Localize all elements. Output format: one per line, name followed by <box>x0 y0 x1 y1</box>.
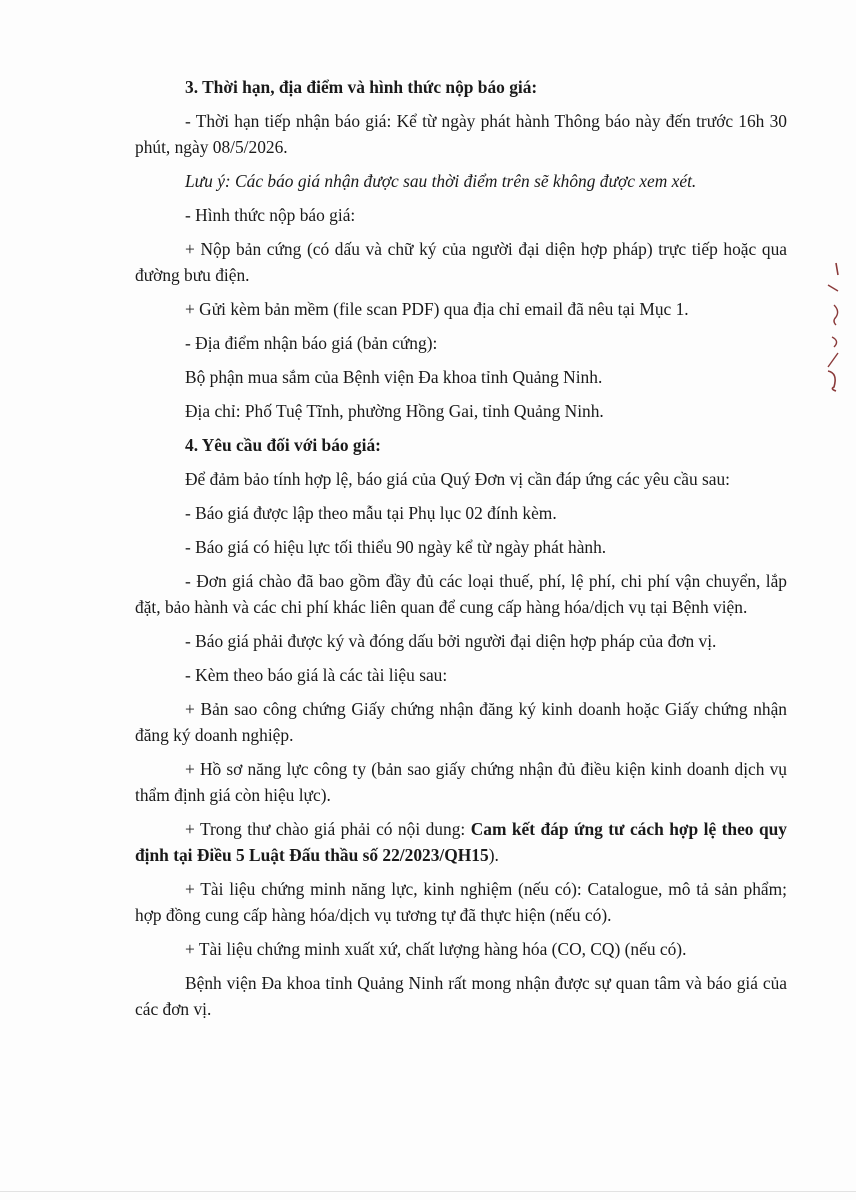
attachment-capability-paragraph: + Hồ sơ năng lực công ty (bản sao giấy chứng nhận đủ điều kiện kinh doanh dịch vụ thẩm định giá còn hiệu lực). <box>135 759 787 805</box>
document-body <box>135 74 787 1030</box>
attachments-paragraph: - Kèm theo báo giá là các tài liệu sau: <box>185 665 448 685</box>
hard-copy-paragraph: + Nộp bản cứng (có dấu và chữ ký của người đại diện hợp pháp) trực tiếp hoặc qua đường bưu điện. <box>135 239 787 285</box>
closing-paragraph: Bệnh viện Đa khoa tỉnh Quảng Ninh rất mong nhận được sự quan tâm và báo giá của các đơn vị. <box>135 973 787 1019</box>
page-edge-line <box>0 1191 856 1192</box>
requirement-signature-paragraph: - Báo giá phải được ký và đóng dấu bởi người đại diện hợp pháp của đơn vị. <box>185 631 717 651</box>
commitment-paragraph <box>135 816 787 868</box>
location-paragraph: - Địa điểm nhận báo giá (bản cứng): <box>185 333 438 353</box>
commitment-lead: + Trong thư chào giá phải có nội dung: <box>185 819 471 839</box>
commitment-tail: ). <box>488 845 499 865</box>
commitment-bold: Cam kết đáp ứng tư cách hợp lệ theo quy định tại Điều 5 Luật Đấu thầu số 22/2023/QH15 <box>135 819 787 865</box>
attachment-origin-paragraph: + Tài liệu chứng minh xuất xứ, chất lượng hàng hóa (CO, CQ) (nếu có). <box>185 939 687 959</box>
submission-form-paragraph: - Hình thức nộp báo giá: <box>185 205 356 225</box>
requirement-template-paragraph: - Báo giá được lập theo mẫu tại Phụ lục 02 đính kèm. <box>185 503 557 523</box>
deadline-paragraph: - Thời hạn tiếp nhận báo giá: Kể từ ngày phát hành Thông báo này đến trước 16h 30 phút, ngày 08/5/2026. <box>135 111 787 157</box>
section-4-heading: 4. Yêu cầu đối với báo giá: <box>185 435 381 455</box>
note-paragraph: Lưu ý: Các báo giá nhận được sau thời điểm trên sẽ không được xem xét. <box>185 171 697 191</box>
attachment-experience-paragraph: + Tài liệu chứng minh năng lực, kinh nghiệm (nếu có): Catalogue, mô tả sản phẩm; hợp đồng cung cấp hàng hóa/dịch vụ tương tự đã thực hiện (nếu có). <box>135 879 787 925</box>
requirements-intro-paragraph: Để đảm bảo tính hợp lệ, báo giá của Quý Đơn vị cần đáp ứng các yêu cầu sau: <box>185 469 731 489</box>
requirement-price-paragraph: - Đơn giá chào đã bao gồm đầy đủ các loại thuế, phí, lệ phí, chi phí vận chuyển, lắp đặt, bảo hành và các chi phí khác liên quan để cung cấp hàng hóa/dịch vụ tại Bệnh viện. <box>135 571 787 617</box>
department-paragraph: Bộ phận mua sắm của Bệnh viện Đa khoa tỉnh Quảng Ninh. <box>185 367 603 387</box>
handwritten-initials-mark <box>814 255 848 395</box>
address-paragraph: Địa chỉ: Phố Tuệ Tĩnh, phường Hồng Gai, tỉnh Quảng Ninh. <box>185 401 604 421</box>
attachment-business-license-paragraph: + Bản sao công chứng Giấy chứng nhận đăng ký kinh doanh hoặc Giấy chứng nhận đăng ký doanh nghiệp. <box>135 699 787 745</box>
requirement-validity-paragraph: - Báo giá có hiệu lực tối thiểu 90 ngày kể từ ngày phát hành. <box>185 537 607 557</box>
soft-copy-paragraph: + Gửi kèm bản mềm (file scan PDF) qua địa chỉ email đã nêu tại Mục 1. <box>185 299 689 319</box>
section-3-heading: 3. Thời hạn, địa điểm và hình thức nộp báo giá: <box>185 77 538 97</box>
